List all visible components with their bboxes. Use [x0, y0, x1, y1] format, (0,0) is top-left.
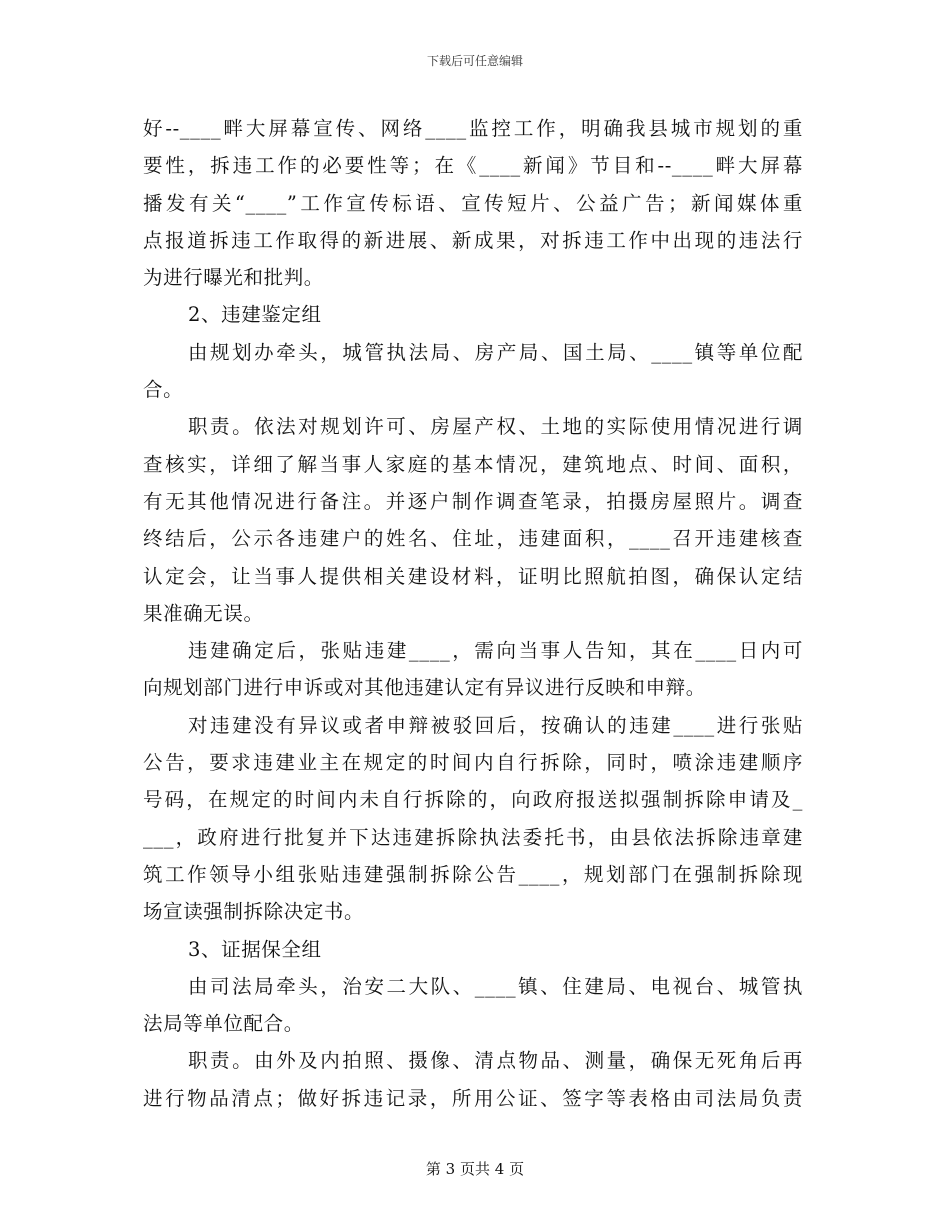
page-footer: 第 3 页共 4 页 [425, 1160, 525, 1178]
text-line: 职责。由外及内拍照、摄像、清点物品、测量，确保无死角后再 [188, 1049, 803, 1073]
text-line: 终结后，公示各违建户的姓名、住址，违建面积，____召开违建核查 [143, 527, 803, 551]
text-line: 查核实，详细了解当事人家庭的基本情况，建筑地点、时间、面积， [143, 452, 803, 476]
text-line: 有无其他情况进行备注。并逐户制作调查笔录，拍摄房屋照片。调查 [143, 489, 803, 513]
text-line: 好--____畔大屏幕宣传、网络____监控工作，明确我县城市规划的重 [143, 117, 803, 140]
text-line: 3、证据保全组 [188, 937, 322, 961]
document-body [143, 110, 803, 1117]
text-line: 职责。依法对规划许可、房屋产权、土地的实际使用情况进行调 [188, 415, 803, 439]
text-line: 场宣读强制拆除决定书。 [143, 900, 365, 924]
text-line: 公告，要求违建业主在规定的时间内自行拆除，同时，喷涂违建顺序 [143, 751, 803, 775]
text-line: 为进行曝光和批判。 [143, 266, 324, 290]
text-line: 向规划部门进行申诉或对其他违建认定有异议进行反映和申辩。 [143, 676, 706, 700]
text-line: 认定会，让当事人提供相关建设材料，证明比照航拍图，确保认定结 [143, 564, 803, 588]
text-line: 对违建没有异议或者申辩被驳回后，按确认的违建____进行张贴 [188, 713, 803, 737]
page-header: 下载后可任意编辑 [426, 54, 523, 68]
text-line: 合。 [143, 378, 184, 402]
text-line: 法局等单位配合。 [143, 1012, 304, 1036]
text-line: 由司法局牵头，治安二大队、____镇、住建局、电视台、城管执 [188, 974, 803, 998]
text-line: 由规划办牵头，城管执法局、房产局、国土局、____镇等单位配 [188, 340, 803, 364]
text-line: ___，政府进行批复并下达违建拆除执法委托书，由县依法拆除违章建 [143, 825, 803, 849]
text-line: 进行物品清点；做好拆违记录，所用公证、签字等表格由司法局负责 [143, 1086, 803, 1110]
text-line: 违建确定后，张贴违建____，需向当事人告知，其在____日内可 [188, 639, 803, 663]
text-line: 点报道拆违工作取得的新进展、新成果，对拆违工作中出现的违法行 [143, 228, 803, 252]
text-line: 要性，拆违工作的必要性等；在《____新闻》节目和--____畔大屏幕 [143, 154, 803, 178]
text-line: 2、违建鉴定组 [188, 303, 322, 327]
text-line: 果准确无误。 [143, 601, 264, 625]
text-line: 播发有关“____”工作宣传标语、宣传短片、公益广告；新闻媒体重 [143, 191, 803, 215]
text-line: 筑工作领导小组张贴违建强制拆除公告____，规划部门在强制拆除现 [143, 862, 803, 886]
text-line: 号码，在规定的时间内未自行拆除的，向政府报送拟强制拆除申请及_ [143, 788, 803, 812]
